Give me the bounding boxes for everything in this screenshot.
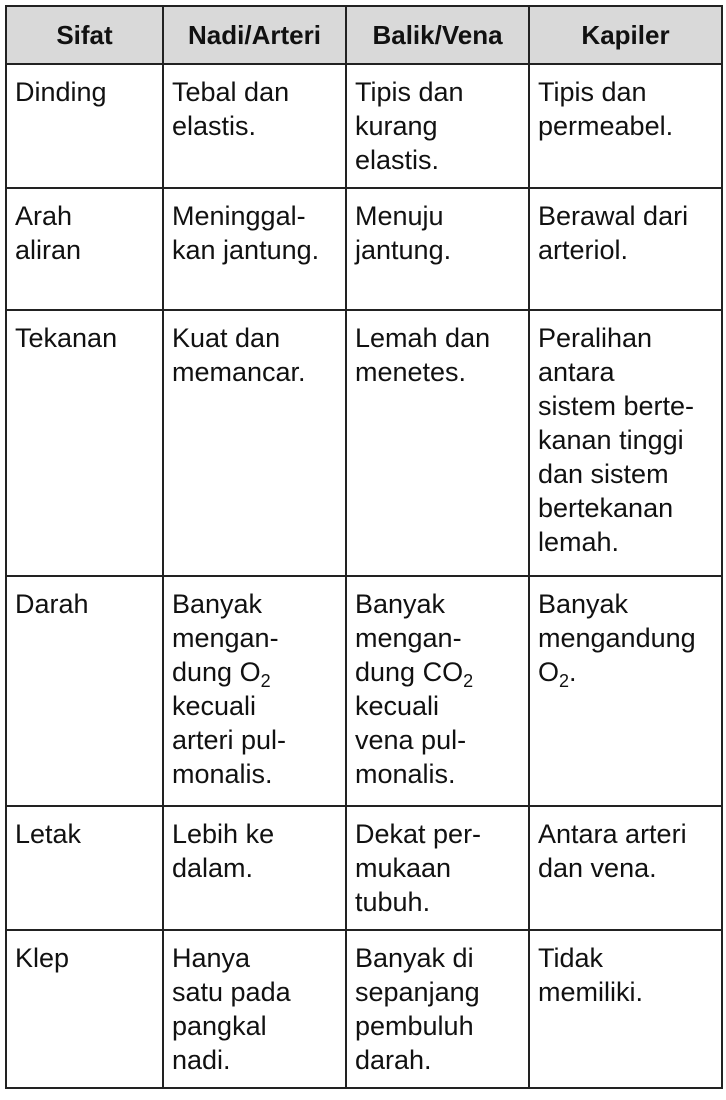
kapiler-cell xyxy=(529,310,722,576)
kapiler-cell xyxy=(529,576,722,806)
cell-line: Kuat dan xyxy=(172,323,281,353)
subscript: 2 xyxy=(463,671,474,691)
cell-line: nadi. xyxy=(172,1045,231,1075)
cell-line: satu pada xyxy=(172,977,291,1007)
property-cell xyxy=(6,576,163,806)
cell-line: monalis. xyxy=(172,759,273,789)
cell-line: Dinding xyxy=(15,77,107,107)
cell-line: kecuali xyxy=(172,691,257,721)
cell-line: arteri pul- xyxy=(172,725,287,755)
kapiler-cell xyxy=(529,188,722,310)
cell-line: Meninggal- xyxy=(172,201,306,231)
cell-text: dung CO xyxy=(355,657,464,687)
cell-line: Lebih ke xyxy=(172,819,275,849)
vena-cell xyxy=(346,310,529,576)
vena-cell xyxy=(346,930,529,1088)
cell-line xyxy=(538,655,713,689)
property-cell xyxy=(6,930,163,1088)
cell-line xyxy=(355,655,520,689)
cell-line: mukaan xyxy=(355,853,452,883)
cell-line: elastis. xyxy=(355,145,440,175)
arteri-cell xyxy=(163,188,346,310)
subscript: 2 xyxy=(559,671,570,691)
property-cell xyxy=(6,806,163,930)
table-row xyxy=(6,64,722,188)
cell-line: Tipis dan xyxy=(538,77,647,107)
cell-line: Berawal dari xyxy=(538,201,689,231)
cell-text: . xyxy=(569,657,577,687)
cell-text: dung O xyxy=(172,657,261,687)
arteri-cell xyxy=(163,576,346,806)
cell-line: kurang xyxy=(355,111,438,141)
cell-line: arteriol. xyxy=(538,235,629,265)
cell-line: Banyak xyxy=(355,589,446,619)
cell-line: darah. xyxy=(355,1045,432,1075)
cell-line: antara xyxy=(538,357,615,387)
cell-line: Banyak di xyxy=(355,943,474,973)
table-body xyxy=(6,64,722,1088)
header-vena: Balik/Vena xyxy=(346,6,529,64)
cell-line: mengan- xyxy=(355,623,462,653)
cell-line xyxy=(172,655,337,689)
cell-line: memiliki. xyxy=(538,977,643,1007)
cell-line: dan sistem xyxy=(538,459,669,489)
header-sifat: Sifat xyxy=(6,6,163,64)
cell-line: Tebal dan xyxy=(172,77,290,107)
header-row xyxy=(6,6,722,64)
cell-line: mengandung xyxy=(538,623,696,653)
cell-line: Arah xyxy=(15,201,73,231)
table-header xyxy=(6,6,722,64)
cell-line: kanan tinggi xyxy=(538,425,684,455)
subscript: 2 xyxy=(260,671,271,691)
cell-line: Peralihan xyxy=(538,323,653,353)
cell-line: Darah xyxy=(15,589,89,619)
cell-line: Tekanan xyxy=(15,323,118,353)
cell-line: monalis. xyxy=(355,759,456,789)
vena-cell xyxy=(346,806,529,930)
cell-line: dan vena. xyxy=(538,853,657,883)
cell-line: Lemah dan xyxy=(355,323,491,353)
arteri-cell xyxy=(163,64,346,188)
kapiler-cell xyxy=(529,64,722,188)
cell-line: mengan- xyxy=(172,623,279,653)
cell-line: sistem berte- xyxy=(538,391,695,421)
cell-line: permeabel. xyxy=(538,111,674,141)
cell-line: Tidak xyxy=(538,943,604,973)
cell-line: aliran xyxy=(15,235,82,265)
arteri-cell xyxy=(163,930,346,1088)
header-arteri: Nadi/Arteri xyxy=(163,6,346,64)
kapiler-cell xyxy=(529,806,722,930)
table-row xyxy=(6,806,722,930)
arteri-cell xyxy=(163,806,346,930)
cell-line: Banyak xyxy=(538,589,629,619)
cell-line: dalam. xyxy=(172,853,254,883)
cell-line: tubuh. xyxy=(355,887,431,917)
cell-line: sepanjang xyxy=(355,977,480,1007)
table-row xyxy=(6,188,722,310)
vena-cell xyxy=(346,188,529,310)
cell-line: Menuju xyxy=(355,201,444,231)
cell-line: Banyak xyxy=(172,589,263,619)
property-cell xyxy=(6,64,163,188)
cell-line: elastis. xyxy=(172,111,257,141)
cell-line: kan jantung. xyxy=(172,235,320,265)
arteri-cell xyxy=(163,310,346,576)
blood-vessel-comparison-table xyxy=(5,5,723,1089)
table-row xyxy=(6,310,722,576)
cell-line: jantung. xyxy=(355,235,452,265)
table-row xyxy=(6,930,722,1088)
vena-cell xyxy=(346,576,529,806)
cell-text: O xyxy=(538,657,560,687)
cell-line: bertekanan xyxy=(538,493,674,523)
cell-line: Antara arteri xyxy=(538,819,687,849)
property-cell xyxy=(6,188,163,310)
cell-line: Tipis dan xyxy=(355,77,464,107)
property-cell xyxy=(6,310,163,576)
vena-cell xyxy=(346,64,529,188)
cell-line: lemah. xyxy=(538,527,620,557)
cell-line: Hanya xyxy=(172,943,251,973)
cell-line: pangkal xyxy=(172,1011,267,1041)
header-kapiler: Kapiler xyxy=(529,6,722,64)
cell-line: pembuluh xyxy=(355,1011,474,1041)
table-row xyxy=(6,576,722,806)
cell-line: vena pul- xyxy=(355,725,467,755)
cell-line: Dekat per- xyxy=(355,819,482,849)
cell-line: Klep xyxy=(15,943,70,973)
cell-line: kecuali xyxy=(355,691,440,721)
cell-line: Letak xyxy=(15,819,82,849)
kapiler-cell xyxy=(529,930,722,1088)
cell-line: memancar. xyxy=(172,357,306,387)
cell-line: menetes. xyxy=(355,357,467,387)
